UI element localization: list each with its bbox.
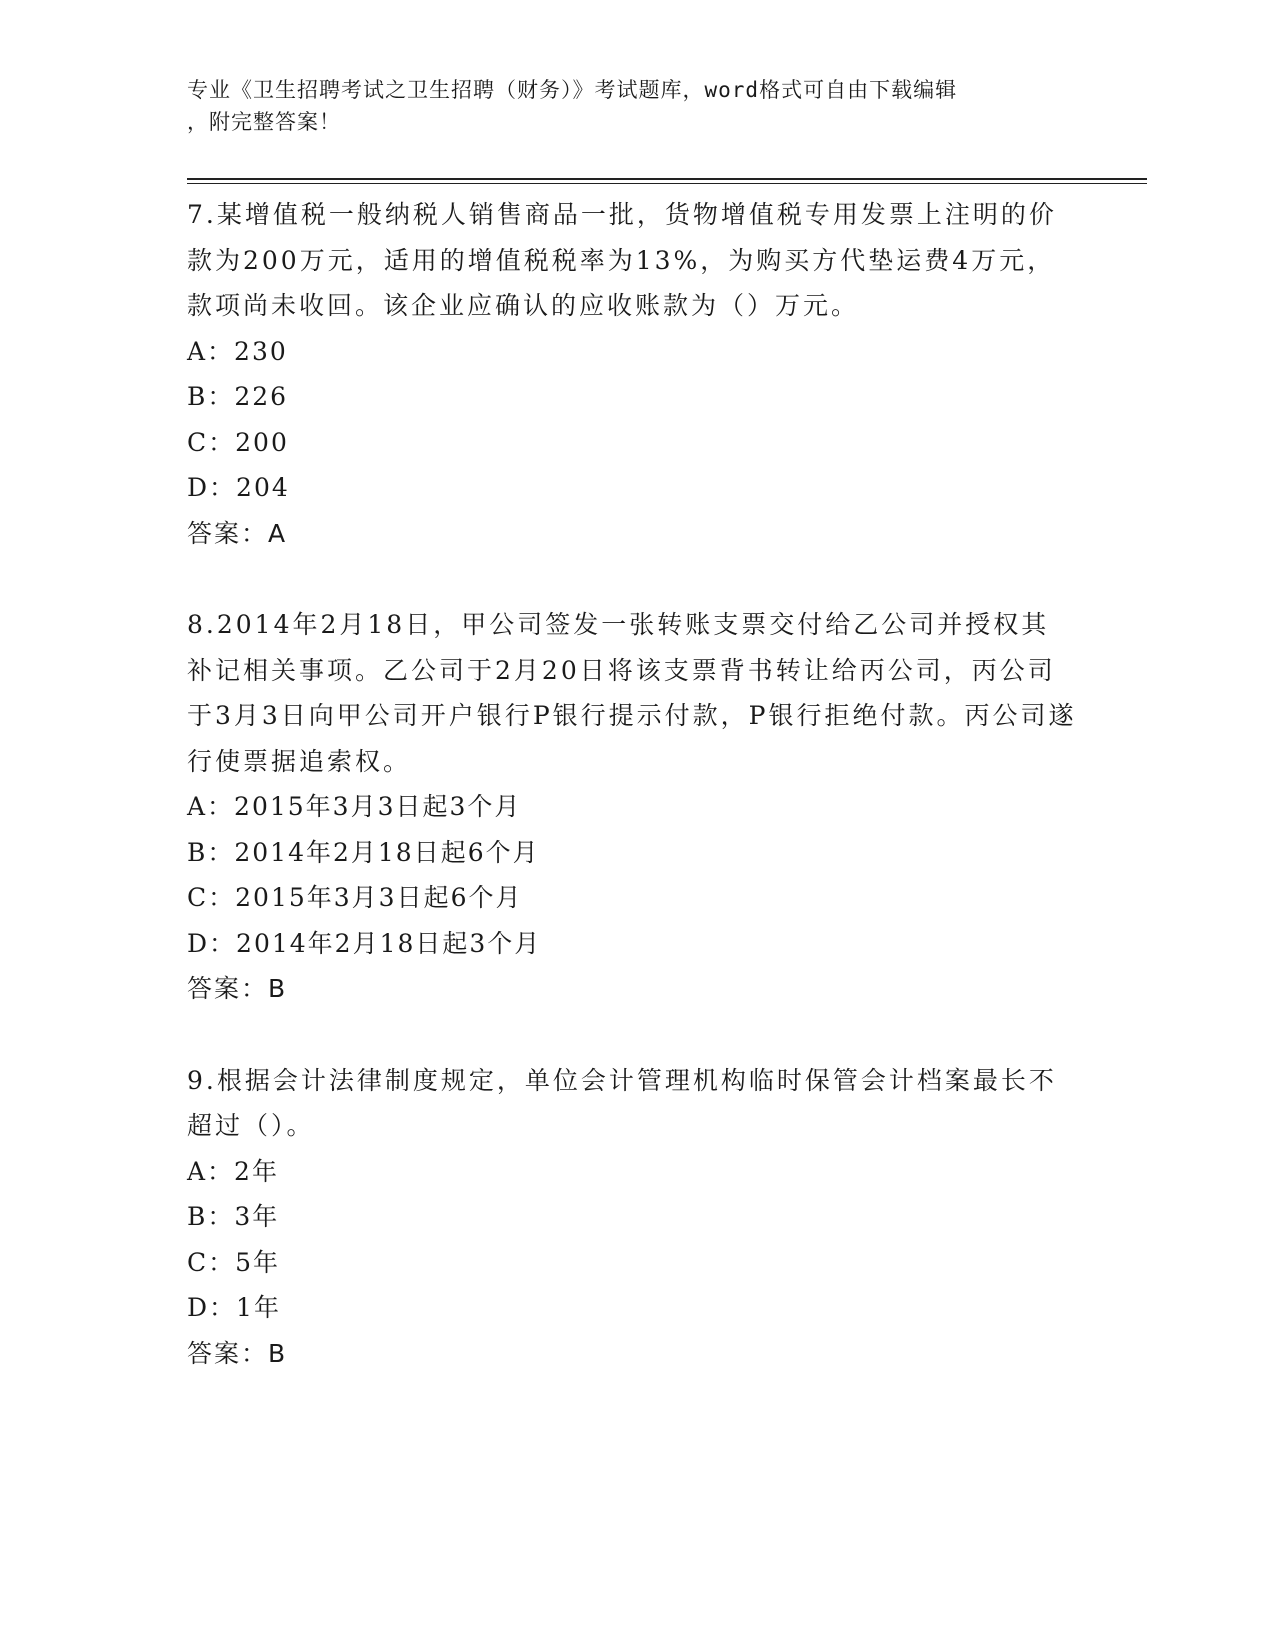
question-text: 7.某增值税一般纳税人销售商品一批，货物增值税专用发票上注明的价款为200万元，适用的增值税税率为13%，为购买方代垫运费4万元，款项尚未收回。该企业应确认的应收账款为（）万元。: [187, 200, 1057, 320]
question-text: 9.根据会计法律制度规定，单位会计管理机构临时保管会计档案最长不超过（）。: [187, 1065, 1057, 1140]
question-text: 8.2014年2月18日，甲公司签发一张转账支票交付给乙公司并授权其补记相关事项。乙公司于2月20日将该支票背书转让给丙公司，丙公司于3月3日向甲公司开户银行P银行提示付款，P银行拒绝付款。丙公司遂行使票据追索权。: [187, 610, 1077, 776]
option-b: B：2014年2月18日起6个月: [187, 837, 540, 867]
option-c: C：2015年3月3日起6个月: [187, 883, 523, 912]
option-c: C：200: [187, 427, 289, 457]
option-d: D：1年: [187, 1293, 281, 1322]
option-a: A：230: [187, 336, 288, 366]
header-divider-thin: [187, 183, 1147, 184]
answer-label: 答案：B: [187, 974, 288, 1003]
option-a: A：2年: [187, 1156, 279, 1186]
header-divider: [187, 178, 1147, 180]
option-d: D：2014年2月18日起3个月: [187, 928, 542, 958]
document-header: 专业《卫生招聘考试之卫生招聘（财务）》考试题库，word格式可自由下载编辑 ，附完整答案！: [187, 78, 958, 134]
question-list: [187, 192, 1087, 1422]
option-c: C：5年: [187, 1247, 281, 1277]
question-9: [187, 1058, 1087, 1377]
answer-label: 答案：B: [187, 1338, 288, 1368]
option-b: B：3年: [187, 1202, 280, 1231]
answer-label: 答案：A: [187, 518, 288, 548]
question-7: [187, 192, 1087, 556]
question-8: [187, 602, 1087, 1012]
option-d: D：204: [187, 473, 290, 502]
option-b: B：226: [187, 382, 289, 411]
option-a: A：2015年3月3日起3个月: [187, 792, 522, 821]
